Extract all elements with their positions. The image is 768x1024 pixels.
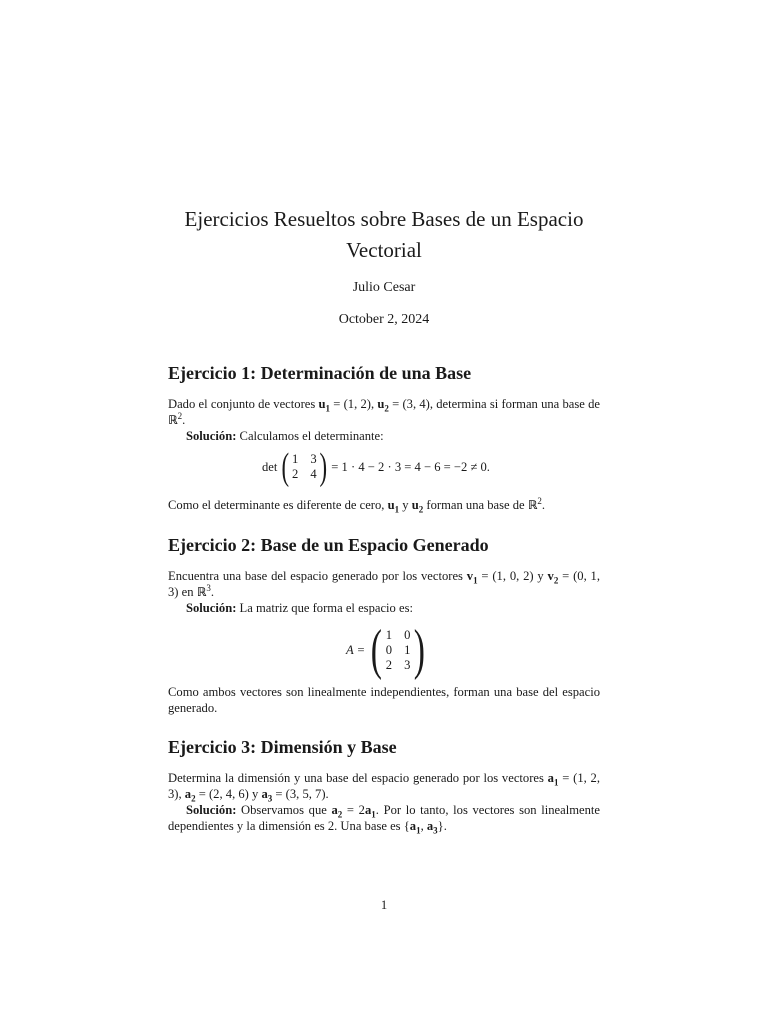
page-number: 1 — [380, 898, 388, 912]
ex2-conclusion: Como ambos vectores son linealmente independientes, forman una base del espacio generado. — [168, 685, 600, 715]
section-heading-ex1: Ejercicio 1: Determinación de una Base — [168, 363, 472, 383]
solution-label: Solución: — [186, 601, 237, 615]
document-title: Ejercicios Resueltos sobre Bases de un Espacio Vectorial — [184, 207, 584, 262]
ex1-conclusion: Como el determinante es diferente de cero, $u_1$ y $u_2$ forman una base de ℝ$^2$. — [168, 495, 546, 515]
solution-label: Solución: — [186, 429, 237, 443]
ex1-statement: Dado el conjunto de vectores $u_1 = (1$, 2), $u_2 = (3$, 4), determina si forman una base de ℝ$^2$. — [168, 397, 601, 427]
author: Julio Cesar — [352, 280, 416, 295]
solution-label: Solución: — [186, 803, 237, 817]
ex1-determinant-equation: det ( 1 3 2 4 ) = 1 · 4 − 2 · 3 = 4 − 6 = −2 ≠ 0. — [262, 446, 490, 488]
ex3-solution: Solución: Observamos que $a_2 = 2a_1$. Por lo tanto, los vectores son linealmente dependientes y la dimensión es 2. Una base es {$a_1$, $a_3$}. — [168, 803, 600, 836]
date: October 2, 2024 — [338, 312, 430, 327]
ex2-solution: Solución: La matriz que forma el espacio es: — [186, 601, 413, 615]
ex2-matrix-equation: A = ( 1 0 0 1 2 3 ) — [346, 622, 431, 678]
matrix-3x2: ( 1 0 0 1 2 3 ) — [370, 619, 426, 681]
ex2-statement: Encuentra una base del espacio generado por los vectores $v_1 = (1$, 0, 2) y $v_2 = (0$, 1, 3) en ℝ$^3$. — [168, 569, 600, 599]
section-heading-ex3: Ejercicio 3: Dimensión y Base — [168, 737, 397, 757]
matrix-2x2: ( 1 3 2 4 ) — [281, 446, 327, 488]
ex3-statement: Determina la dimensión y una base del espacio generado por los vectores $a_1 = (1$, 2, 3), $a_2 = (2$, 4, 6) y $a_3 = (3$, 5, 7). — [168, 771, 600, 804]
ex1-solution: Solución: Calculamos el determinante: — [186, 429, 384, 443]
section-heading-ex2: Ejercicio 2: Base de un Espacio Generado — [168, 535, 489, 555]
